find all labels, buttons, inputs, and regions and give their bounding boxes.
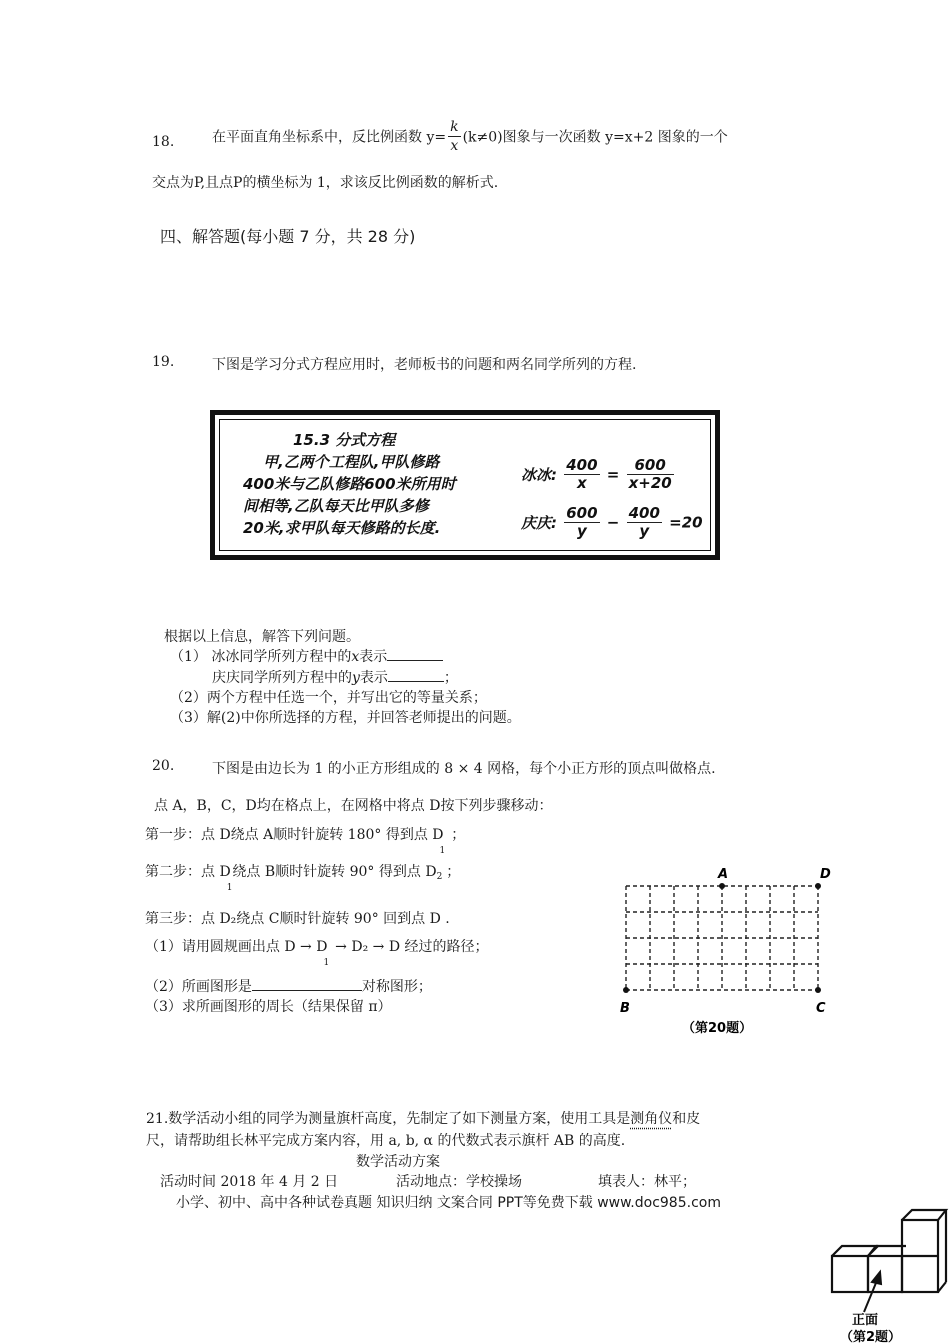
q21-line1 [146, 1108, 700, 1128]
q21-line1-b: 和皮 [672, 1111, 701, 1127]
board-line-3: 间相等,乙队每天比甲队多修 [243, 497, 429, 515]
q18-text-b: (k≠0)图象与一次函数 y=x+2 图象的一个 [462, 129, 728, 146]
q20-p1-b: → D₂ → D 经过的路径； [335, 939, 489, 955]
bing-den-1: x [577, 474, 587, 492]
q20-step1-end: ； [451, 827, 466, 843]
q20-p1-sub: 1 [323, 958, 330, 968]
q21-line2: 尺，请帮助组长林平完成方案内容，用 a, b, α 的代数式表示旗杆 AB 的高度. [146, 1133, 626, 1149]
q20-step1-text: 第一步：点 D绕点 A顺时针旋转 180° 得到点 D [145, 827, 444, 843]
qing-den-1: y [577, 522, 587, 540]
bing-num-1: 400 [566, 456, 598, 474]
q19-p1b-a: 庆庆同学所列方程中的 [212, 670, 352, 686]
q19-intro: 根据以上信息，解答下列问题。 [164, 629, 360, 645]
q19-p1b-blank [388, 667, 444, 682]
q20-step1 [145, 824, 466, 856]
q18-number: 18. [152, 134, 175, 150]
q18-frac-den: x [450, 138, 459, 154]
q20-step2-end: ； [446, 864, 461, 880]
board-line-4: 20米,求甲队每天修路的长度. [243, 519, 441, 537]
q20-line2: 点 A，B，C，D均在格点上，在网格中将点 D按下列步骤移动： [154, 798, 553, 814]
q19-p1b-var: y [352, 670, 360, 686]
label-d: D [820, 867, 831, 882]
q20-p2-a: （2）所画图形是 [145, 979, 252, 995]
plan-author: 填表人：林平； [598, 1174, 696, 1190]
q20-p2-b: 对称图形； [361, 979, 432, 995]
q20-part2 [145, 976, 432, 996]
q20-step2-text-a: 第二步：点 D [145, 864, 231, 880]
q19-number: 19. [152, 354, 175, 370]
q18-line1 [212, 118, 728, 155]
q20-p1-a: （1）请用圆规画出点 D → D [145, 939, 328, 955]
point-c [815, 987, 821, 993]
q20-text: 下图是由边长为 1 的小正方形组成的 8 × 4 网格，每个小正方形的顶点叫做格点. [212, 761, 716, 777]
bing-fraction-2 [627, 457, 674, 492]
qing-den-2: y [639, 522, 650, 540]
section-heading: 四、解答题(每小题 7 分，共 28 分) [160, 227, 416, 246]
bing-label: 冰冰: [521, 466, 557, 484]
label-a: A [718, 867, 729, 882]
q19-p1b-end: ； [443, 670, 458, 686]
board-line-1: 甲,乙两个工程队,甲队修路 [263, 453, 440, 471]
q18-frac-num: k [450, 119, 459, 135]
q20-step2-sub2: 2 [436, 872, 443, 882]
label-b: B [620, 1001, 630, 1016]
blackboard-figure [210, 410, 720, 560]
grid-caption: （第20题） [682, 1021, 753, 1036]
point-b [623, 987, 629, 993]
q19-p1b-b: 表示 [359, 670, 388, 686]
q18-line2: 交点为P,且点P的横坐标为 1，求该反比例函数的解析式. [152, 175, 499, 191]
qing-fraction-2 [627, 505, 662, 540]
q20-part3: （3）求所画图形的周长（结果保留 π） [145, 999, 392, 1015]
q19-part2: （2）两个方程中任选一个，并写出它的等量关系； [170, 690, 487, 706]
bing-fraction-1 [564, 457, 599, 492]
bing-num-2: 600 [627, 457, 674, 475]
point-a [719, 883, 725, 889]
q21-line1-a: 21.数学活动小组的同学为测量旗杆高度，先制定了如下测量方案，使用工具是 [146, 1111, 631, 1127]
plan-time: 活动时间 2018 年 4 月 2 日 [160, 1174, 339, 1190]
corner-caption: （第2题） [840, 1330, 902, 1344]
point-d [815, 883, 821, 889]
board-line-2: 400米与乙队修路600米所用时 [243, 475, 456, 493]
q19-part1-line1 [170, 646, 443, 666]
q18-fraction [448, 118, 460, 155]
corner-cubes-figure [826, 1206, 950, 1344]
board-bing-equation [521, 457, 676, 492]
qing-fraction-1 [564, 505, 599, 540]
cube-outlines [832, 1210, 946, 1292]
bing-equals: = [606, 465, 620, 484]
q19-part1-line2 [212, 667, 458, 687]
q19-p1-blank [387, 646, 443, 661]
q19-part3: （3）解(2)中你所选择的方程，并回答老师提出的问题。 [170, 710, 521, 726]
plan-place: 活动地点：学校操场 [396, 1174, 522, 1190]
board-title: 15.3 分式方程 [293, 431, 396, 449]
q20-step2 [145, 861, 461, 893]
qing-minus: − [606, 513, 620, 532]
q20-step3: 第三步：点 D₂绕点 C顺时针旋转 90° 回到点 D . [145, 911, 450, 927]
q19-p1-b: 表示 [359, 649, 388, 665]
q20-number: 20. [152, 758, 175, 774]
page-footer: 小学、初中、高中各种试卷真题 知识归纳 文案合同 PPT等免费下载 www.doc985.com [176, 1195, 721, 1211]
q19-p1-var: x [351, 649, 360, 665]
q20-step1-sub: 1 [439, 846, 446, 856]
label-c: C [816, 1001, 826, 1016]
q20-grid-figure [610, 860, 840, 1050]
qing-num-1: 600 [566, 504, 598, 522]
qing-rhs: =20 [669, 513, 703, 532]
qing-label: 庆庆: [521, 514, 557, 532]
grid-lines [626, 886, 818, 990]
plan-title: 数学活动方案 [356, 1154, 440, 1170]
board-qing-equation [521, 505, 703, 540]
q19-text: 下图是学习分式方程应用时，老师板书的问题和两名同学所列的方程. [212, 357, 637, 373]
q20-step2-text-b: 绕点 B顺时针旋转 90° 得到点 D [232, 864, 437, 880]
q19-p1-a: （1） 冰冰同学所列方程中的 [170, 649, 352, 665]
qing-num-2: 400 [628, 504, 660, 522]
front-label: 正面 [852, 1313, 879, 1328]
q20-p2-blank [252, 976, 362, 991]
q21-tool-emphasis: 测角仪 [630, 1111, 673, 1127]
q20-part1 [145, 936, 489, 968]
q20-step2-sub: 1 [226, 883, 233, 893]
q18-text-a: 在平面直角坐标系中，反比例函数 y= [212, 129, 447, 146]
bing-den-2: x+20 [628, 474, 672, 492]
